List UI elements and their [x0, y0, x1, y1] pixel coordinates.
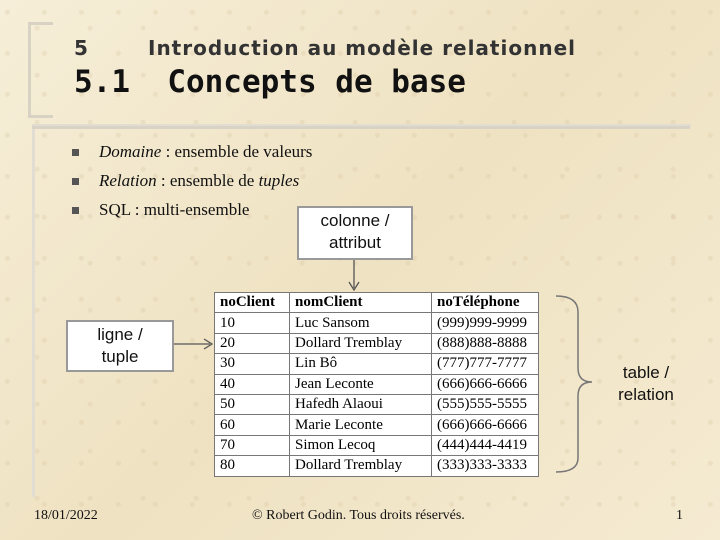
column-header: noTéléphone	[432, 293, 539, 313]
chapter-title: Introduction au modèle relationnel	[148, 36, 576, 60]
table-cell: (555)555-5555	[432, 394, 539, 414]
relation-table	[214, 292, 539, 477]
table-cell: (444)444-4419	[432, 435, 539, 455]
table-relation-label	[608, 362, 684, 406]
table-cell: 50	[215, 394, 290, 414]
chapter-number: 5	[74, 36, 89, 60]
table-row	[215, 333, 539, 353]
table-row	[215, 415, 539, 435]
table-cell: Marie Leconte	[290, 415, 432, 435]
table-row	[215, 435, 539, 455]
table-cell: 80	[215, 456, 290, 476]
table-row	[215, 354, 539, 374]
table-cell: (666)666-6666	[432, 374, 539, 394]
table-cell: 30	[215, 354, 290, 374]
table-cell: (888)888-8888	[432, 333, 539, 353]
table-row	[215, 313, 539, 333]
table-row	[215, 394, 539, 414]
footer-date: 18/01/2022	[34, 508, 98, 523]
table-row	[215, 456, 539, 476]
table-cell: 60	[215, 415, 290, 435]
bullet-term: Domaine	[99, 142, 162, 161]
page-title: 5.1 Concepts de base	[74, 64, 466, 100]
table-cell: (333)333-3333	[432, 456, 539, 476]
table-cell: 20	[215, 333, 290, 353]
bullet-text: : ensemble de	[156, 171, 259, 190]
callout-line: relation	[618, 385, 674, 404]
bullet-term-2: tuples	[258, 171, 300, 190]
table-cell: Simon Lecoq	[290, 435, 432, 455]
table-cell: 10	[215, 313, 290, 333]
table-cell: Lin Bô	[290, 354, 432, 374]
column-attribute-callout	[297, 206, 413, 260]
column-header: nomClient	[290, 293, 432, 313]
table-cell: (666)666-6666	[432, 415, 539, 435]
table-cell: 70	[215, 435, 290, 455]
table-cell: Luc Sansom	[290, 313, 432, 333]
page-number: 1	[676, 508, 683, 523]
callout-line: tuple	[101, 347, 139, 366]
table-cell: (999)999-9999	[432, 313, 539, 333]
bullet-text: SQL : multi-ensemble	[99, 200, 250, 219]
table-cell: Dollard Tremblay	[290, 456, 432, 476]
table-cell: (777)777-7777	[432, 354, 539, 374]
table-header-row	[215, 293, 539, 313]
bullet-term: Relation	[99, 171, 157, 190]
bullet-text: : ensemble de valeurs	[161, 142, 313, 161]
column-header: noClient	[215, 293, 290, 313]
table-brace	[556, 296, 592, 472]
table-cell: 40	[215, 374, 290, 394]
table-cell: Dollard Tremblay	[290, 333, 432, 353]
table-cell: Hafedh Alaoui	[290, 394, 432, 414]
table-cell: Jean Leconte	[290, 374, 432, 394]
callout-line: table /	[622, 363, 670, 382]
row-tuple-callout	[66, 320, 174, 372]
footer-copyright: © Robert Godin. Tous droits réservés.	[252, 508, 465, 523]
callout-line: ligne /	[97, 325, 143, 344]
callout-line: attribut	[329, 233, 381, 252]
table-row	[215, 374, 539, 394]
callout-line: colonne /	[320, 211, 390, 230]
